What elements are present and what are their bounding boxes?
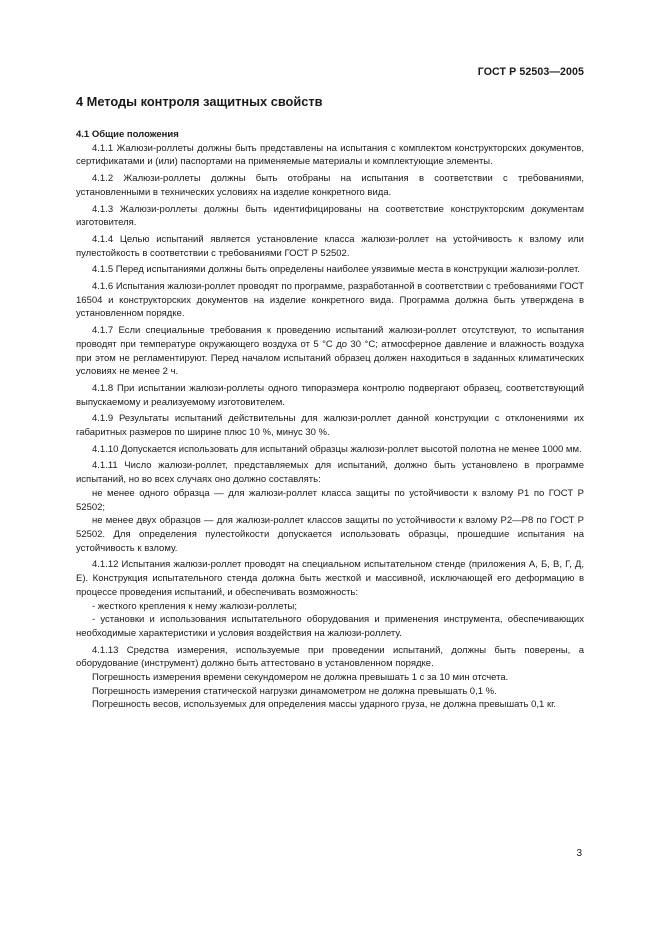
paragraph-4-1-7: 4.1.7 Если специальные требования к проведению испытаний жалюзи-роллет отсутствуют, то испытания проводят при температуре окружающего воздуха от 5 °С до 30 °С; атмосферное давление и влажность воздуха при этом не регламентируют. Перед началом испытаний образец должен находиться в заданных климатических условиях не менее 2 ч. [76, 325, 584, 378]
paragraph-4-1-8: 4.1.8 При испытании жалюзи-роллеты одного типоразмера контролю подвергают образец, соответствующий выпускаемому и реализуемому изготовителем. [76, 382, 584, 408]
subsection-title: 4.1 Общие положения [76, 129, 179, 140]
paragraph-4-1-3: 4.1.3 Жалюзи-роллеты должны быть идентифицированы на соответствие конструкторским документам изготовителя. [76, 203, 584, 229]
paragraph-4-1-4: 4.1.4 Целью испытаний является установление класса жалюзи-роллет на устойчивость к взлому или пулестойкость в соответствии с требованиями ГОСТ Р 52502. [76, 233, 584, 259]
paragraph-4-1-12-item-1: - жесткого крепления к нему жалюзи-роллеты; [92, 600, 298, 612]
paragraph-4-1-13-item-1: Погрешность измерения времени секундомером не должна превышать 1 с за 10 мин отсчета. [92, 672, 509, 684]
paragraph-4-1-13-item-2: Погрешность измерения статической нагрузки динамометром не должна превышать 0,1 %. [92, 685, 497, 697]
document-code: ГОСТ Р 52503—2005 [477, 66, 584, 78]
paragraph-4-1-13: 4.1.13 Средства измерения, используемые при проведении испытаний, должны быть поверены, а оборудование (инструмент) должно быть аттестовано в установленном порядке. [76, 644, 584, 670]
paragraph-4-1-1: 4.1.1 Жалюзи-роллеты должны быть представлены на испытания с комплектом конструкторских документов, сертификатами и (или) паспортами на применяемые материалы и комплектующие элементы. [76, 142, 584, 168]
paragraph-4-1-9: 4.1.9 Результаты испытаний действительны для жалюзи-роллет данной конструкции с отклонениями их габаритных размеров по ширине плюс 10 %, минус 30 %. [76, 413, 584, 439]
paragraph-4-1-13-item-3: Погрешность весов, используемых для определения массы ударного груза, не должна превышать 0,1 кг. [92, 699, 557, 711]
paragraph-4-1-12: 4.1.12 Испытания жалюзи-роллет проводят на специальном испытательном стенде (приложения А, Б, В, Г, Д, Е). Конструкция испытательного стенда должна быть жесткой и массивной, исключающей его деформацию в процессе проведения испытаний, и обеспечивать возможность: [76, 559, 584, 598]
section-title: 4 Методы контроля защитных свойств [76, 94, 323, 109]
paragraph-4-1-2: 4.1.2 Жалюзи-роллеты должны быть отобраны на испытания в соответствии с требованиями, установленными в технических условиях на изделие конкретного вида. [76, 173, 584, 198]
paragraph-4-1-5: 4.1.5 Перед испытаниями должны быть определены наиболее уязвимые места в конструкции жалюзи-роллет. [92, 264, 580, 276]
paragraph-4-1-11-item-2: не менее двух образцов — для жалюзи-роллет классов защиты по устойчивости к взлому Р2—Р8 по ГОСТ Р 52502. Для определения пулестойкости допускается использовать образцы, прошедшие испытания на устойчивость к взлому. [76, 515, 584, 554]
paragraph-4-1-6: 4.1.6 Испытания жалюзи-роллет проводят по программе, разработанной в соответствии с требованиями ГОСТ 16504 и конструкторских документов на изделие конкретного вида. Программа должна быть утверждена в установленном порядке. [76, 281, 584, 320]
paragraph-4-1-11: 4.1.11 Число жалюзи-роллет, представляемых для испытаний, должно быть установлено в программе испытаний, но во всех случаях оно должно составлять: [76, 460, 584, 486]
page-number: 3 [576, 848, 582, 859]
document-body [76, 128, 584, 712]
paragraph-4-1-10: 4.1.10 Допускается использовать для испытаний образцы жалюзи-роллет высотой полотна не менее 1000 мм. [92, 443, 582, 455]
paragraph-4-1-11-item-1: не менее одного образца — для жалюзи-роллет класса защиты по устойчивости к взлому Р1 по ГОСТ Р 52502; [76, 487, 584, 513]
paragraph-4-1-12-item-2: - установки и использования испытательного оборудования и применения инструмента, обеспечивающих необходимые характеристики и условия воздействия на жалюзи-роллету. [76, 614, 584, 639]
